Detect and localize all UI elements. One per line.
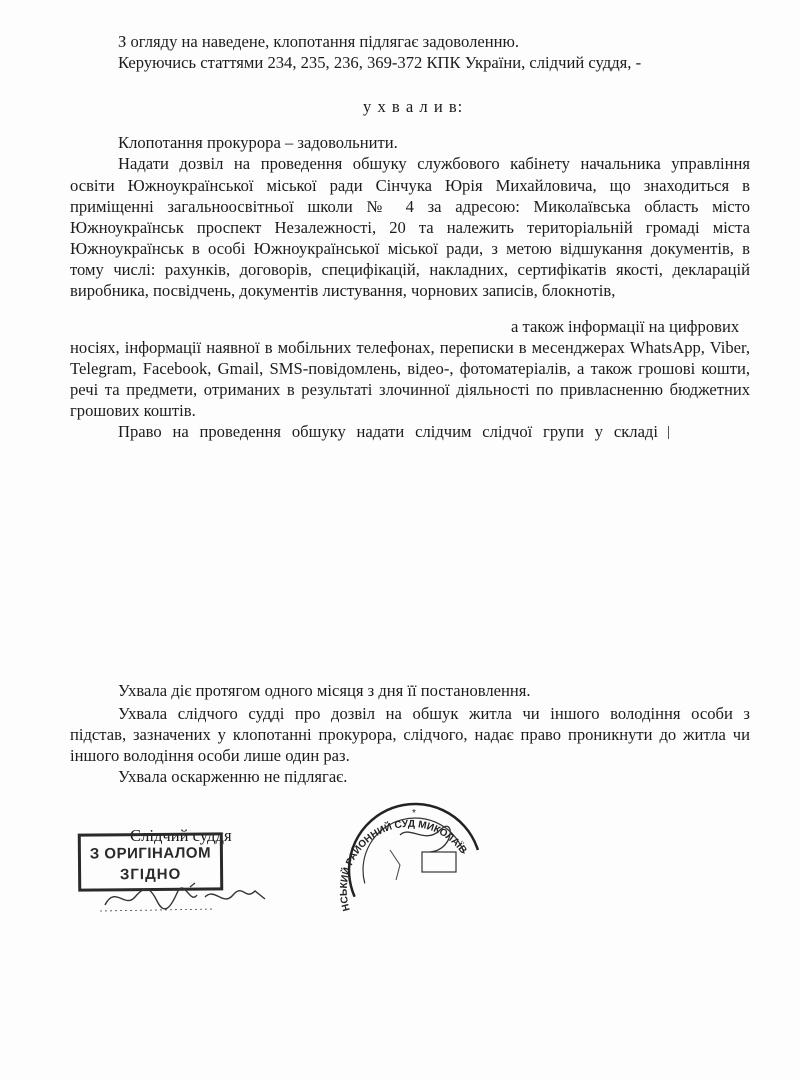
decision-paragraph-2-line-5: Южноукраїнськ в особі Южноукраїнської міської ради, з метою відшукання документів, в xyxy=(70,239,750,258)
decision-paragraph-2-line-2: освіти Южноукраїнської міської ради Сінчука Юрія Михайловича, що знаходиться в xyxy=(70,176,750,195)
decision-paragraph-2-line-6: тому числі: рахунків, договорів, специфікацій, накладних, сертифікатів якості, декларацій xyxy=(70,260,750,279)
decision-paragraph-2-cont-5: грошових коштів. xyxy=(70,401,196,420)
seal-ring-text: НСЬКИЙ РАЙОННИЙ СУД МИКОЛАЇВ xyxy=(338,818,469,913)
decision-paragraph-2-line-1: Надати дозвіл на проведення обшуку службового кабінету начальника управління xyxy=(118,154,750,173)
court-seal xyxy=(330,790,490,940)
decision-paragraph-2-line-3: приміщенні загальноосвітньої школи № 4 за адресою: Миколаївська область місто xyxy=(70,197,750,216)
decision-paragraph-2-cont-2: носіях, інформації наявної в мобільних телефонах, переписки в месенджерах WhatsApp, Viber, xyxy=(70,338,750,357)
decision-paragraph-2-cont-1: а також інформації на цифрових xyxy=(511,317,740,336)
decision-paragraph-2-line-4: Южноукраїнськ проспект Незалежності, 20 та належить територіальній громаді міста xyxy=(70,218,750,237)
judge-role-label: Слідчий суддя xyxy=(130,826,232,845)
text-cut-mark xyxy=(668,426,669,439)
handwritten-signature xyxy=(95,875,270,915)
svg-text:*: * xyxy=(412,808,416,819)
stamp-line-2: ЗГІДНО xyxy=(119,865,182,884)
decision-paragraph-1: Клопотання прокурора – задовольнити. xyxy=(118,133,398,152)
intro-line-2: Керуючись статтями 234, 235, 236, 369-372 КПК України, слідчий суддя, - xyxy=(118,53,642,72)
closing-paragraph-2-line-3: іншого володіння особи лише один раз. xyxy=(70,746,350,765)
decision-heading: у х в а л и в: xyxy=(363,97,464,116)
stamp-line-1: З ОРИГІНАЛОМ xyxy=(89,844,212,863)
decision-paragraph-2-cont-4: речі та предмети, отриманих в результаті злочинної діяльності по привласненню бюджетних xyxy=(70,380,750,399)
closing-paragraph-2-line-2: підстав, зазначених у клопотанні прокурора, слідчого, надає право проникнути до житла чи xyxy=(70,725,750,744)
intro-line-1: З огляду на наведене, клопотання підлягає задоволенню. xyxy=(118,32,520,51)
decision-paragraph-2-line-7: виробника, посвідчень, документів листування, чорнових записів, блокнотів, xyxy=(70,281,616,300)
closing-paragraph-3: Ухвала оскарженню не підлягає. xyxy=(118,767,348,786)
decision-paragraph-3: Право на проведення обшуку надати слідчим слідчої групи у складі xyxy=(118,422,658,441)
closing-paragraph-1: Ухвала діє протягом одного місяця з дня її постановлення. xyxy=(118,681,531,700)
closing-paragraph-2-line-1: Ухвала слідчого судді про дозвіл на обшук житла чи іншого володіння особи з xyxy=(118,704,750,723)
decision-paragraph-2-cont-3: Telegram, Facebook, Gmail, SMS-повідомлень, відео-, фотоматеріалів, а також грошові кошти, xyxy=(70,359,750,378)
